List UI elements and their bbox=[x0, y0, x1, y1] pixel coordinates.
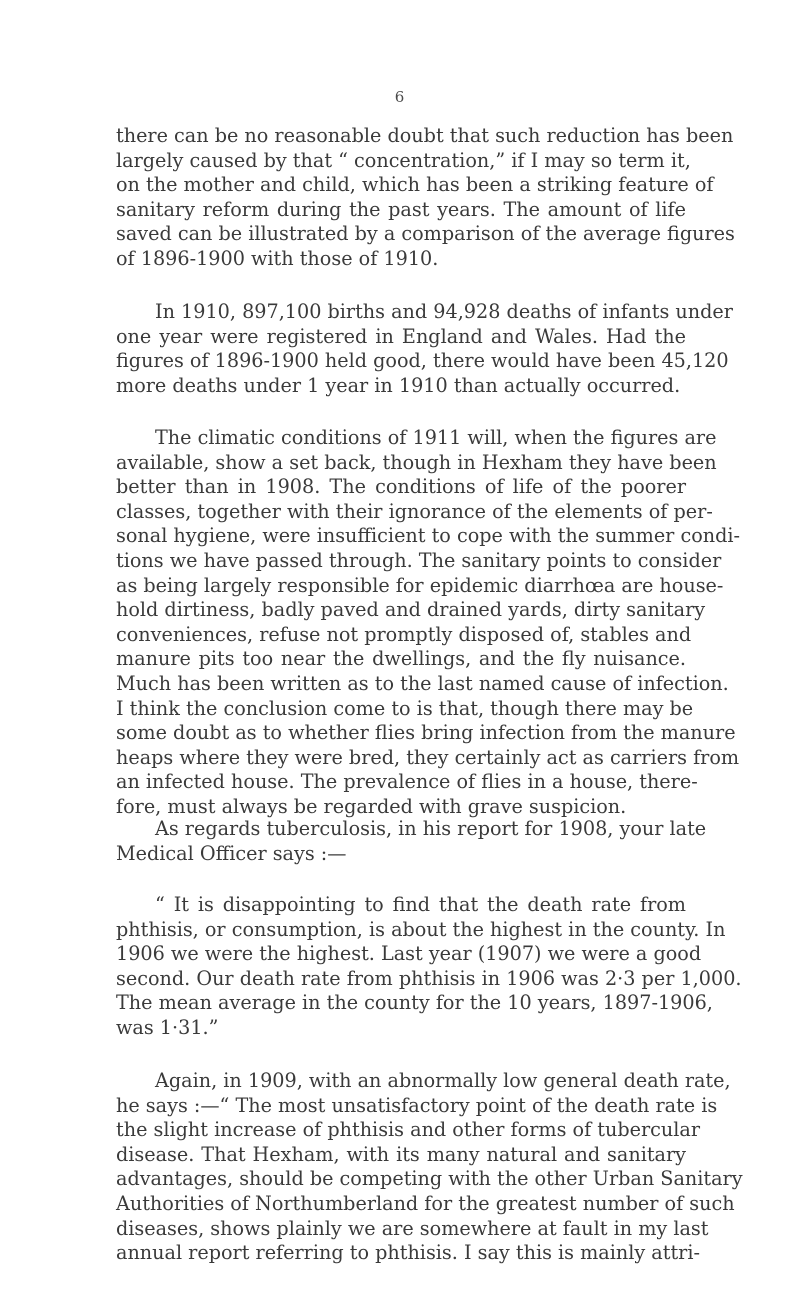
text-line: on the mother and child, which has been a striking feature of bbox=[116, 173, 714, 197]
text-line: The mean average in the county for the 10 years, 1897-1906, bbox=[116, 991, 713, 1015]
text-line: annual report referring to phthisis. I say this is mainly attri- bbox=[116, 1241, 700, 1265]
text-line: Much has been written as to the last named cause of infection. bbox=[116, 671, 729, 695]
text-line: sonal hygiene, were insufficient to cope with the summer condi- bbox=[116, 524, 741, 548]
text-line: tions we have passed through. The sanitary points to consider bbox=[116, 548, 722, 572]
paragraph-4 bbox=[116, 817, 707, 866]
text-line: conveniences, refuse not promptly disposed of, stables and bbox=[116, 622, 692, 646]
text-line: more deaths under 1 year in 1910 than actually occurred. bbox=[116, 373, 681, 397]
text-line: Again, in 1909, with an abnormally low general death rate, bbox=[155, 1069, 731, 1092]
text-line: fore, must always be regarded with grave suspicion. bbox=[116, 794, 627, 818]
text-line: there can be no reasonable doubt that such reduction has been bbox=[116, 124, 734, 147]
text-line: largely caused by that “ concentration,” if I may so term it, bbox=[116, 148, 691, 172]
text-line: The climatic conditions of 1911 will, when the figures are bbox=[155, 426, 717, 449]
text-line: sanitary reform during the past years. The amount of life bbox=[116, 197, 686, 221]
text-line: available, show a set back, though in Hexham they have been bbox=[116, 450, 717, 474]
text-line: phthisis, or consumption, is about the highest in the county. In bbox=[116, 917, 726, 941]
paragraph-3 bbox=[116, 426, 741, 820]
text-line: As regards tuberculosis, in his report for 1908, your late bbox=[155, 817, 707, 840]
text-line: In 1910, 897,100 births and 94,928 deaths of infants under bbox=[155, 300, 733, 323]
paragraph-2 bbox=[116, 300, 733, 398]
text-line: hold dirtiness, badly paved and drained yards, dirty sanitary bbox=[116, 598, 706, 622]
page-number: 6 bbox=[394, 88, 406, 106]
paragraph-6 bbox=[116, 1069, 743, 1266]
text-line: manure pits too near the dwellings, and the fly nuisance. bbox=[116, 647, 686, 671]
text-line: classes, together with their ignorance of the elements of per- bbox=[116, 499, 713, 523]
text-line: better than in 1908. The conditions of life of the poorer bbox=[116, 475, 686, 499]
text-line: Medical Officer says :— bbox=[116, 841, 347, 865]
text-line: an infected house. The prevalence of flies in a house, there- bbox=[116, 770, 698, 794]
text-line: he says :—“ The most unsatisfactory point of the death rate is bbox=[116, 1093, 718, 1117]
text-line: Authorities of Northumberland for the greatest number of such bbox=[116, 1191, 735, 1215]
text-line: I think the conclusion come to is that, though there may be bbox=[116, 696, 694, 720]
text-line: of 1896-1900 with those of 1910. bbox=[116, 246, 439, 270]
text-line: 1906 we were the highest. Last year (1907) we were a good bbox=[116, 942, 702, 966]
paragraph-1 bbox=[116, 124, 735, 272]
text-line: as being largely responsible for epidemic diarrhœa are house- bbox=[116, 573, 724, 597]
text-line: some doubt as to whether flies bring infection from the manure bbox=[116, 721, 736, 745]
text-line: figures of 1896-1900 held good, there would have been 45,120 bbox=[116, 349, 729, 373]
text-line: one year were registered in England and Wales. Had the bbox=[116, 324, 686, 348]
text-line: second. Our death rate from phthisis in 1906 was 2·3 per 1,000. bbox=[116, 966, 742, 990]
text-line: the slight increase of phthisis and other forms of tubercular bbox=[116, 1118, 701, 1142]
text-line: was 1·31.” bbox=[116, 1015, 219, 1039]
text-line: heaps where they were bred, they certainly act as carriers from bbox=[116, 745, 740, 769]
text-line: disease. That Hexham, with its many natural and sanitary bbox=[116, 1142, 686, 1166]
text-line: saved can be illustrated by a comparison of the average figures bbox=[116, 222, 735, 246]
text-line: “ It is disappointing to find that the death rate from bbox=[155, 893, 686, 916]
paragraph-5-quote bbox=[116, 893, 742, 1041]
text-line: advantages, should be competing with the other Urban Sanitary bbox=[116, 1167, 743, 1191]
text-line: diseases, shows plainly we are somewhere at fault in my last bbox=[116, 1216, 709, 1240]
